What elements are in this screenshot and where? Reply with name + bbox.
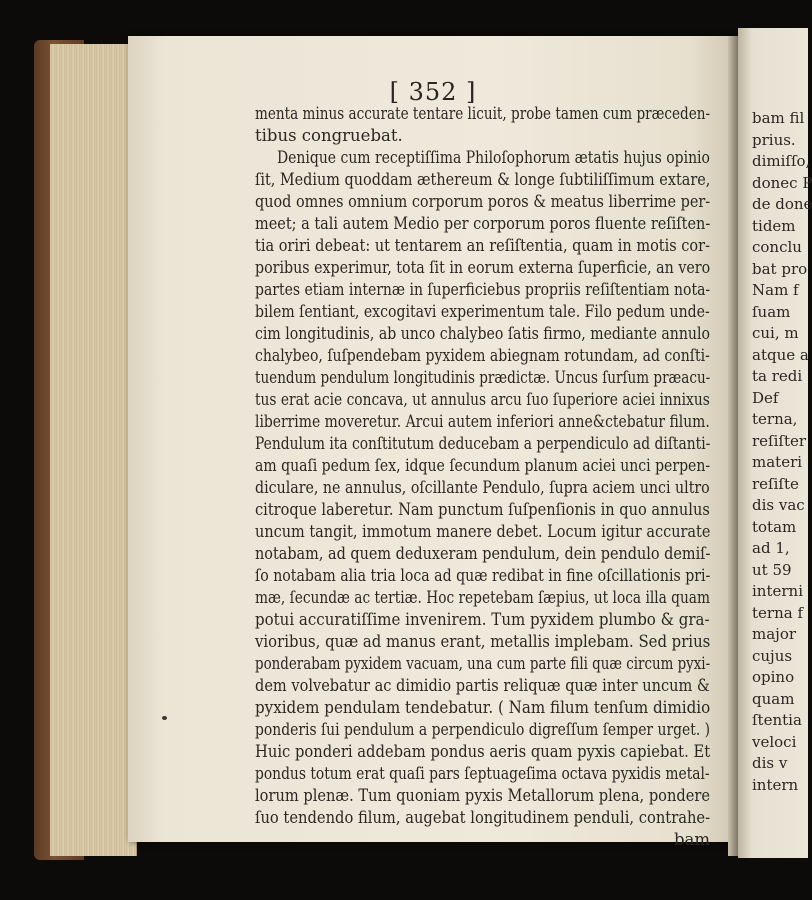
text-line: Denique cum receptiſſima Philoſophorum ætatis hujus opinio [276,148,710,167]
ink-spot [162,716,167,720]
text-line: Pendulum ita conſtitutum deducebam a perpendiculo ad diſtanti- [255,434,711,453]
text-line: notabam, ad quem deduxeram pendulum, dein pendulo demiſ- [255,544,711,563]
text-line: tibus congruebat. [255,126,403,145]
text-line: poribus experimur, tota ſit in eorum externa ſuperficie, an vero [255,258,711,277]
text-line: ſit, Medium quoddam æthereum & longe ſubtiliſſimum extare, [255,170,711,189]
text-line: meet; a tali autem Medio per corporum poros fluente reſiſten- [255,214,711,233]
text-line: donec P [752,173,812,192]
text-line: cujus [752,646,793,665]
text-line: vioribus, quæ ad manus erant, metallis implebam. Sed prius [255,632,711,651]
text-line: dis vac [752,496,805,514]
page-number: [ 352 ] [389,78,477,106]
left-page-text [255,103,710,851]
text-line: opino [752,668,795,686]
text-line: terna, [752,410,798,428]
text-line: mæ, ſecundæ ac tertiæ. Hoc repetebam ſæpius, ut loca illa quam [255,588,710,607]
text-line: tia oriri debeat: ut tentarem an reſiſtentia, quam in motis cor- [255,236,710,255]
text-line: ad 1, [752,539,790,557]
text-line: chalybeo, ſuſpendebam pyxidem abiegnam rotundam, ad conſti- [255,346,710,365]
text-line: ſtentia [752,711,802,729]
text-line: tus erat acie concava, ut annulus arcu ſuo ſuperiore aciei innixus [255,390,710,409]
text-line: menta minus accurate tentare licuit, probe tamen cum præceden- [255,104,711,123]
text-line: materi [752,453,803,471]
text-line: ponderis ſui pendulum a perpendiculo digreſſum ſemper urget. ) [255,720,711,739]
text-line: uncum tangit, immotum manere debet. Locum igitur accurate [255,522,711,541]
text-line: bam [673,830,710,849]
text-line: bam fil [752,109,805,127]
text-line: dis v [752,754,788,772]
text-line: ta redi [752,367,803,385]
text-line: Huic ponderi addebam pondus aeris quam pyxis capiebat. Et [255,742,711,761]
text-line: bilem ſentiant, excogitavi experimentum tale. Filo pedum unde- [255,302,710,321]
text-line: reſiſte [752,474,799,493]
text-line: tidem [752,216,796,235]
text-line: interni [752,582,803,600]
text-line: cui, m [752,324,799,342]
text-line: bat pro [752,259,808,278]
text-line: liberrime moveretur. Arcui autem inferiori anne&ctebatur filum. [255,412,710,431]
text-line: major [752,625,797,643]
text-line: potui accuratiſſime invenirem. Tum pyxidem plumbo & gra- [255,610,710,629]
text-line: intern [752,775,799,794]
text-line: terna f [752,603,803,622]
text-line: cim longitudinis, ab unco chalybeo ſatis firmo, mediante annulo [255,324,710,343]
text-line: conclu [752,238,802,256]
text-line: reſiſter [752,431,807,450]
text-line: citroque laberetur. Nam punctum ſuſpenſionis in quo annulus [255,500,710,519]
text-line: Def [752,388,779,407]
text-line: totam [752,517,797,536]
text-line: diculare, ne annulus, oſcillante Pendulo, ſupra aciem unci ultro [255,478,710,497]
text-line: pyxidem pendulam tendebatur. ( Nam filum tenſum dimidio [255,698,711,717]
text-line: quam [752,689,795,708]
text-line: prius. [752,130,796,149]
text-line: quod omnes omnium corporum poros & meatus liberrime per- [255,192,711,211]
text-line: ſuo tendendo filum, augebat longitudinem penduli, contrahe- [255,808,711,827]
text-line: ponderabam pyxidem vacuam, una cum parte fili quæ circum pyxi- [255,654,711,673]
text-line: tuendum pendulum longitudinis prædictæ. Uncus ſurſum præacu- [255,368,711,387]
text-line: ſo notabam alia tria loca ad quæ redibat in fine oſcillationis pri- [255,566,711,585]
text-line: partes etiam internæ in ſuperficiebus propriis reſiſtentiam nota- [255,280,711,299]
text-line: ſuam [752,302,791,321]
text-line: lorum plenæ. Tum quoniam pyxis Metallorum plena, pondere [255,786,710,805]
text-line: pondus totum erat quaſi pars ſeptuageſima octava pyxidis metal- [255,764,710,783]
text-line: am quaſi pedum ſex, idque ſecundum planum aciei unci perpen- [255,456,711,475]
text-line: Nam f [752,281,799,299]
right-page-text [752,108,812,796]
text-line: veloci [752,732,797,751]
text-line: dimiſſo, [752,152,811,170]
text-line: de done [752,195,812,213]
text-line: ut 59 [752,560,792,579]
page-edges [50,44,137,856]
text-line: dem volvebatur ac dimidio partis reliquæ quæ inter uncum & [255,676,710,695]
text-line: atque a [752,345,809,364]
